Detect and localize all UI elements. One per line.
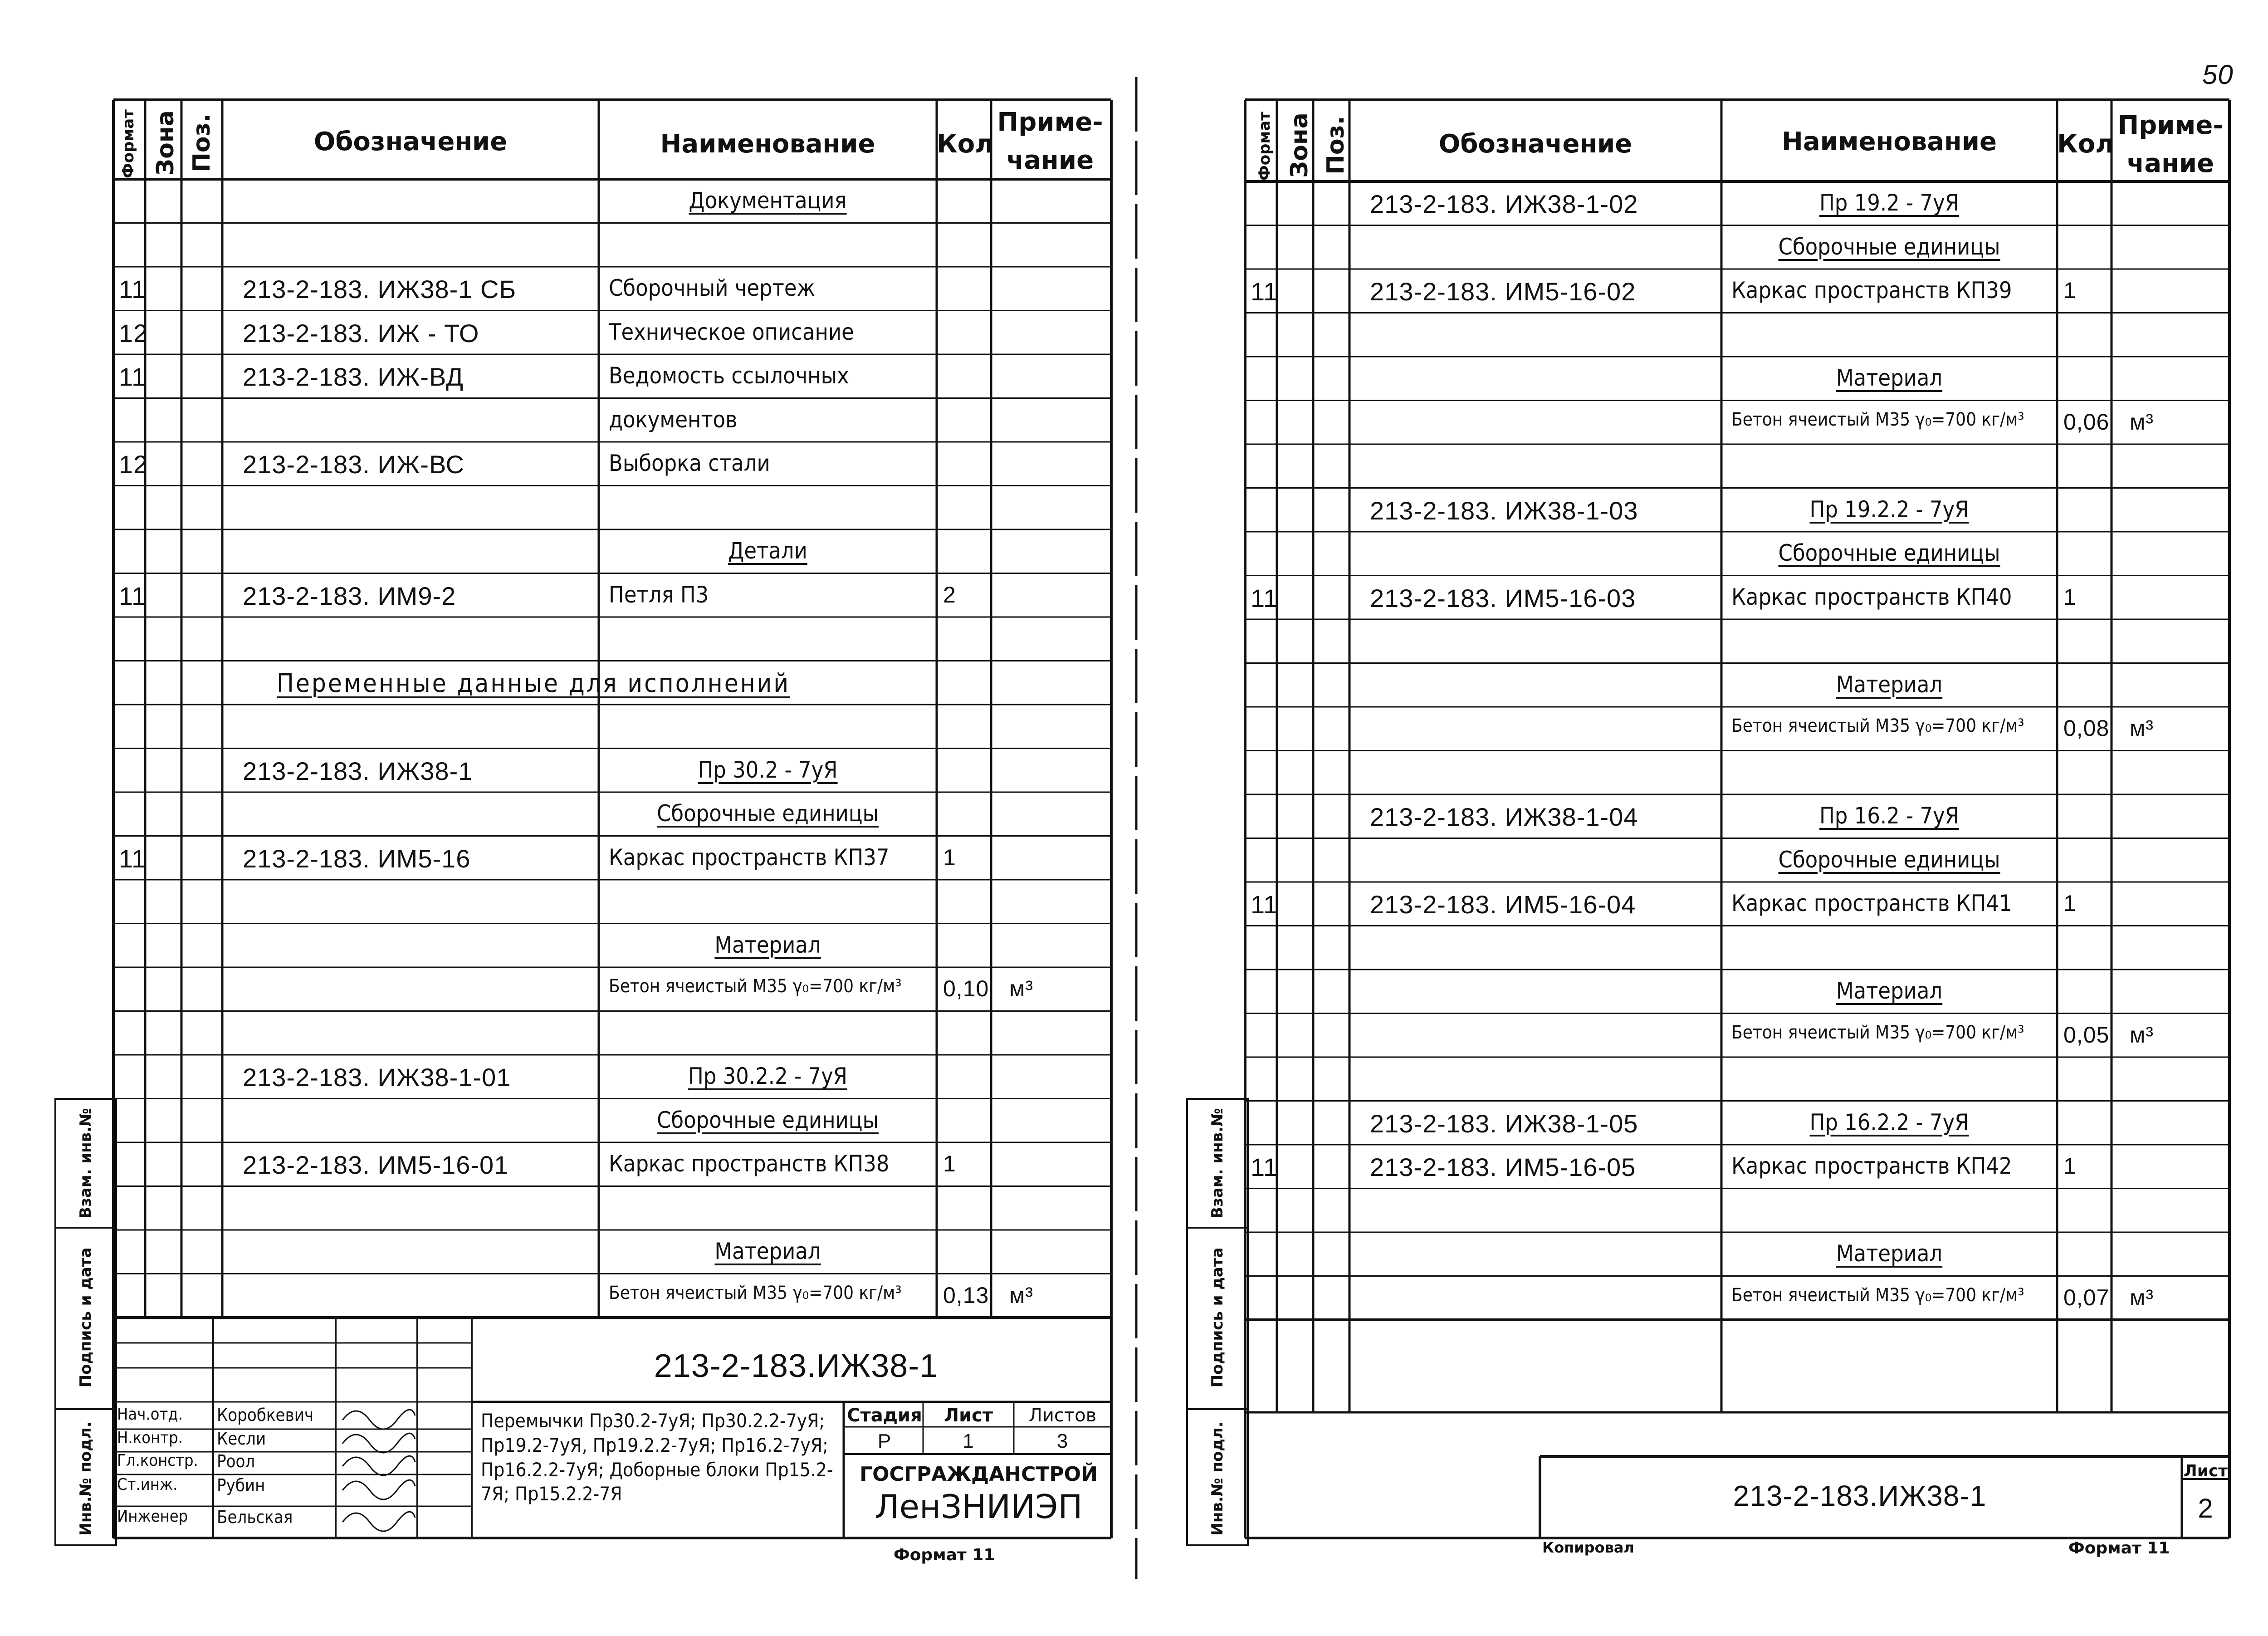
row-qty: 0,10 bbox=[943, 976, 989, 1002]
row-name: Каркас пространств КП38 bbox=[609, 1151, 890, 1177]
side-inv-podl: Инв.№ подл. bbox=[77, 1421, 95, 1536]
org-name: ГОСГРАЖДАНСТРОЙ bbox=[860, 1463, 1098, 1486]
header-qty-r: Кол bbox=[2057, 129, 2114, 159]
row-name: Материал bbox=[714, 1238, 821, 1265]
side-podpis-r: Подпись и дата bbox=[1208, 1247, 1227, 1388]
row-designation: 213-2-183. ИМ5-16 bbox=[243, 844, 471, 873]
header-note-r: Приме- чание bbox=[2117, 111, 2224, 178]
side-podpis: Подпись и дата bbox=[77, 1247, 95, 1388]
left-doc-title: Перемычки Пр30.2-7уЯ; Пр30.2.2-7уЯ; Пр19.2-7уЯ, Пр19.2.2-7уЯ; Пр16.2-7уЯ; Пр16.2.2-7уЯ; Доборные блоки Пр15.2-7Я; Пр15.2.2-7Я bbox=[481, 1410, 833, 1505]
copied-label: Копировал bbox=[1542, 1539, 1634, 1556]
row-qty: 1 bbox=[943, 1151, 956, 1177]
stage-label: Стадия bbox=[847, 1405, 922, 1426]
row-name: Материал bbox=[1836, 1240, 1943, 1267]
row-designation: 213-2-183. ИМ5-16-03 bbox=[1370, 583, 1636, 612]
row-designation: 213-2-183. ИМ5-16-01 bbox=[243, 1151, 509, 1180]
row-note: м³ bbox=[2130, 409, 2154, 435]
row-qty: 1 bbox=[2063, 891, 2077, 916]
right-format-label: Формат 11 bbox=[2068, 1539, 2170, 1558]
row-designation: 213-2-183. ИМ9-2 bbox=[243, 581, 456, 610]
row-note: м³ bbox=[1009, 976, 1034, 1002]
row-qty: 1 bbox=[2063, 278, 2077, 304]
row-designation: 213-2-183. ИМ5-16-02 bbox=[1370, 277, 1636, 306]
role-person: Коробкевич bbox=[217, 1405, 314, 1425]
row-note: м³ bbox=[2130, 1022, 2154, 1048]
row-name: Каркас пространств КП37 bbox=[609, 844, 890, 871]
sheet-value: 1 bbox=[963, 1430, 974, 1452]
row-name: Сборочные единицы bbox=[1778, 233, 2000, 260]
row-span-heading: Переменные данные для исполнений bbox=[277, 668, 791, 698]
row-name: Документация bbox=[689, 187, 847, 214]
row-designation: 213-2-183. ИМ5-16-05 bbox=[1370, 1153, 1636, 1182]
row-format: 11 bbox=[1251, 277, 1278, 306]
row-name: Пр 19.2.2 - 7уЯ bbox=[1809, 496, 1969, 523]
row-name: Пр 30.2 - 7уЯ bbox=[698, 756, 838, 783]
row-qty: 1 bbox=[2063, 584, 2077, 610]
row-name: Сборочные единицы bbox=[1778, 846, 2000, 873]
row-name: Бетон ячеистый М35 γ₀=700 кг/м³ bbox=[609, 1282, 902, 1303]
row-name: Материал bbox=[1836, 671, 1943, 698]
row-designation: 213-2-183. ИЖ - ТО bbox=[243, 318, 479, 348]
row-name: Бетон ячеистый М35 γ₀=700 кг/м³ bbox=[1731, 715, 2024, 737]
role-person: Бельская bbox=[217, 1507, 293, 1527]
row-name: Пр 30.2.2 - 7уЯ bbox=[688, 1063, 847, 1090]
row-name: Пр 16.2.2 - 7уЯ bbox=[1809, 1109, 1969, 1136]
sheet-label: Лист bbox=[943, 1405, 993, 1426]
row-note: м³ bbox=[2130, 715, 2154, 741]
stage-value: Р bbox=[877, 1430, 892, 1452]
role-person: Рубин bbox=[217, 1475, 265, 1495]
page-number: 50 bbox=[2202, 59, 2234, 90]
header-pos-r: Поз. bbox=[1322, 116, 1349, 175]
row-format: 11 bbox=[1251, 1153, 1278, 1182]
role-label: Нач.отд. bbox=[117, 1405, 183, 1424]
row-name: Ведомость ссылочных bbox=[609, 362, 849, 389]
row-designation: 213-2-183. ИЖ38-1 bbox=[243, 756, 473, 785]
row-format: 11 bbox=[119, 362, 147, 392]
row-name: Каркас пространств КП40 bbox=[1731, 583, 2012, 610]
row-name: документов bbox=[609, 406, 738, 433]
header-pos: Поз. bbox=[188, 113, 215, 172]
row-note: м³ bbox=[2130, 1284, 2154, 1310]
row-name: Материал bbox=[1836, 978, 1943, 1004]
row-format: 11 bbox=[119, 844, 147, 873]
row-name: Пр 16.2 - 7уЯ bbox=[1819, 803, 1960, 829]
side-inv-podl-r: Инв.№ подл. bbox=[1208, 1421, 1227, 1536]
row-name: Петля П3 bbox=[609, 581, 709, 608]
header-designation-r: Обозначение bbox=[1438, 129, 1633, 159]
row-designation: 213-2-183. ИЖ-ВС bbox=[243, 450, 464, 479]
row-qty: 0,13 bbox=[943, 1282, 989, 1308]
row-name: Выборка стали bbox=[609, 450, 770, 477]
header-name: Наименование bbox=[660, 129, 875, 159]
header-name-r: Наименование bbox=[1782, 127, 1997, 157]
row-name: Сборочный чертеж bbox=[609, 275, 816, 302]
right-sheet-value: 2 bbox=[2198, 1493, 2214, 1523]
left-title-code: 213-2-183.ИЖ38-1 bbox=[654, 1348, 938, 1384]
row-format: 11 bbox=[119, 581, 147, 610]
role-person: Роол bbox=[217, 1451, 255, 1471]
sheets-value: 3 bbox=[1056, 1430, 1069, 1452]
row-name: Каркас пространств КП41 bbox=[1731, 890, 2012, 917]
row-qty: 0,07 bbox=[2063, 1284, 2110, 1310]
role-person: Кесли bbox=[217, 1429, 266, 1449]
row-qty: 1 bbox=[2063, 1153, 2077, 1179]
row-name: Сборочные единицы bbox=[656, 1107, 879, 1133]
header-qty: Кол bbox=[937, 129, 994, 159]
header-note: Приме- чание bbox=[997, 108, 1103, 175]
row-name: Бетон ячеистый М35 γ₀=700 кг/м³ bbox=[1731, 1022, 2024, 1043]
row-qty: 2 bbox=[943, 582, 956, 607]
row-name: Материал bbox=[1836, 365, 1943, 392]
row-designation: 213-2-183. ИМ5-16-04 bbox=[1370, 890, 1636, 919]
row-name: Материал bbox=[714, 931, 821, 958]
row-note: м³ bbox=[1009, 1282, 1034, 1308]
row-qty: 0,05 bbox=[2063, 1022, 2110, 1048]
sheets-label: Листов bbox=[1028, 1405, 1097, 1426]
row-designation: 213-2-183. ИЖ-ВД bbox=[243, 362, 464, 392]
row-name: Техническое описание bbox=[609, 318, 854, 345]
row-name: Сборочные единицы bbox=[1778, 540, 2000, 567]
role-label: Ст.инж. bbox=[117, 1475, 178, 1494]
row-name: Каркас пространств КП42 bbox=[1731, 1153, 2012, 1180]
row-designation: 213-2-183. ИЖ38-1-04 bbox=[1370, 803, 1638, 832]
side-vzam: Взам. инв.№ bbox=[77, 1108, 95, 1219]
row-qty: 1 bbox=[943, 844, 956, 870]
row-format: 12 bbox=[119, 318, 148, 348]
side-vzam-r: Взам. инв.№ bbox=[1208, 1108, 1227, 1219]
row-format: 11 bbox=[1251, 583, 1278, 612]
right-sheet-label: Лист bbox=[2183, 1462, 2228, 1480]
role-label: Инженер bbox=[117, 1507, 188, 1526]
row-format: 11 bbox=[1251, 890, 1278, 919]
row-designation: 213-2-183. ИЖ38-1-05 bbox=[1370, 1109, 1638, 1138]
header-designation: Обозначение bbox=[313, 127, 508, 157]
row-name: Бетон ячеистый М35 γ₀=700 кг/м³ bbox=[1731, 409, 2024, 430]
role-label: Н.контр. bbox=[117, 1429, 183, 1447]
row-name: Пр 19.2 - 7уЯ bbox=[1819, 190, 1960, 216]
left-format-label: Формат 11 bbox=[894, 1546, 995, 1564]
header-format: Формат bbox=[119, 109, 137, 178]
row-designation: 213-2-183. ИЖ38-1-03 bbox=[1370, 496, 1638, 525]
row-designation: 213-2-183. ИЖ38-1-02 bbox=[1370, 190, 1638, 219]
row-designation: 213-2-183. ИЖ38-1 СБ bbox=[243, 275, 517, 304]
org-institute: ЛенЗНИИЭП bbox=[875, 1488, 1083, 1526]
row-qty: 0,06 bbox=[2063, 409, 2110, 435]
row-name: Сборочные единицы bbox=[656, 800, 879, 827]
row-name: Каркас пространств КП39 bbox=[1731, 277, 2012, 304]
row-format: 12 bbox=[119, 450, 148, 479]
header-zone: Зона bbox=[152, 110, 179, 176]
row-name: Бетон ячеистый М35 γ₀=700 кг/м³ bbox=[1731, 1284, 2024, 1306]
row-qty: 0,08 bbox=[2063, 715, 2110, 741]
row-format: 11 bbox=[119, 275, 147, 304]
right-title-code: 213-2-183.ИЖ38-1 bbox=[1733, 1479, 1987, 1512]
header-format-r: Формат bbox=[1256, 112, 1274, 181]
row-name: Бетон ячеистый М35 γ₀=700 кг/м³ bbox=[609, 976, 902, 997]
row-name: Детали bbox=[728, 538, 807, 564]
row-designation: 213-2-183. ИЖ38-1-01 bbox=[243, 1063, 511, 1092]
role-label: Гл.констр. bbox=[117, 1451, 198, 1470]
header-zone-r: Зона bbox=[1286, 113, 1313, 178]
